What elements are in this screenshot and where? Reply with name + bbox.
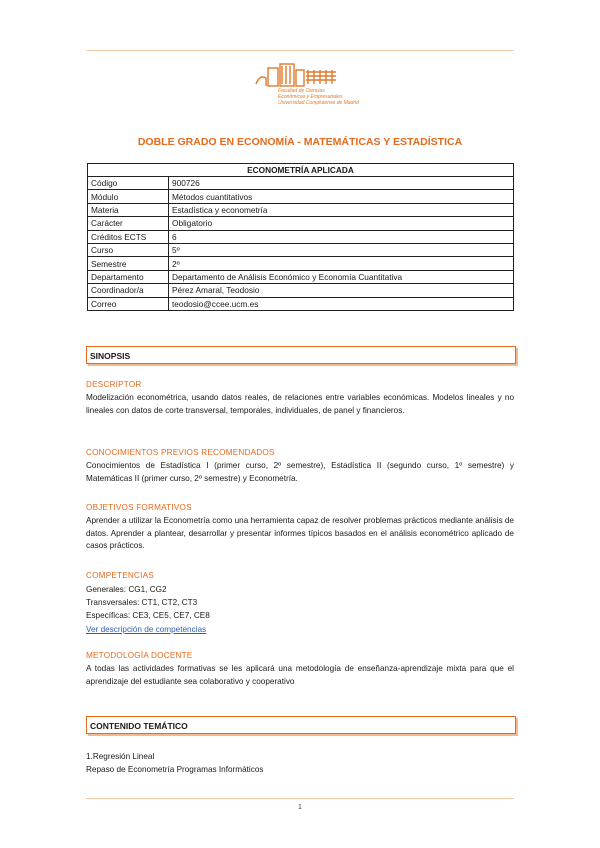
logo-line-1: Facultad de Ciencias [278, 88, 325, 94]
header-rule [86, 50, 514, 51]
row-key: Módulo [88, 190, 169, 203]
page-number: 1 [298, 804, 302, 811]
competencias-transversales: Transversales: CT1, CT2, CT3 [86, 598, 198, 607]
table-row [88, 190, 514, 203]
sinopsis-heading: SINOPSIS [86, 346, 516, 364]
contenido-item-2: Repaso de Econometría Programas Informáticos [86, 765, 264, 774]
row-value: Métodos cuantitativos [169, 190, 514, 203]
row-key: Departamento [88, 270, 169, 283]
row-key: Coordinador/a [88, 284, 169, 297]
competencias-title: COMPETENCIAS [86, 571, 154, 580]
competencias-link[interactable]: Ver descripción de competencias [86, 625, 207, 634]
row-value: 900726 [169, 177, 514, 190]
table-row [88, 270, 514, 283]
contenido-item-1: 1.Regresión Lineal [86, 752, 155, 761]
row-key: Código [88, 177, 169, 190]
row-key: Correo [88, 297, 169, 310]
row-key: Carácter [88, 217, 169, 230]
logo-caption [278, 88, 359, 106]
row-key: Semestre [88, 257, 169, 270]
table-row [88, 230, 514, 243]
course-name-heading: ECONOMETRÍA APLICADA [88, 164, 514, 177]
table-row [88, 177, 514, 190]
table-row [88, 257, 514, 270]
table-row [88, 284, 514, 297]
prior-knowledge-title: CONOCIMIENTOS PREVIOS RECOMENDADOS [86, 448, 275, 457]
table-row [88, 297, 514, 310]
row-value: Departamento de Análisis Económico y Economía Cuantitativa [169, 270, 514, 283]
table-row [88, 217, 514, 230]
objectives-text: Aprender a utilizar la Econometría como una herramienta capaz de resolver problemas prácticos mediante análisis de datos. Aprender a plantear, desarrollar y presentar informes típicos basados en el análisis econométrico aplicado de casos prácticos. [86, 516, 514, 551]
row-value: 6 [169, 230, 514, 243]
row-key: Materia [88, 203, 169, 216]
footer-rule [86, 798, 514, 799]
table-row [88, 203, 514, 216]
competencias-generales: Generales: CG1, CG2 [86, 585, 167, 594]
prior-knowledge-text: Conocimientos de Estadística I (primer curso, 2º semestre), Estadística II (segundo curso, 1º semestre) y Matemáticas II (primer curso, 2º semestre) y Econometría. [86, 461, 514, 483]
row-value: 2º [169, 257, 514, 270]
table-row [88, 243, 514, 256]
page-title: DOBLE GRADO EN ECONOMÍA - MATEMÁTICAS Y ESTADÍSTICA [137, 136, 463, 148]
row-value: Pérez Amaral, Teodosio [169, 284, 514, 297]
logo-line-3: Universidad Complutense de Madrid [278, 100, 359, 106]
row-value: 5º [169, 243, 514, 256]
metodologia-text: A todas las actividades formativas se les aplicará una metodología de enseñanza-aprendizaje mixta para que el aprendizaje del estudiante sea colaborativo y cooperativo [86, 664, 514, 686]
row-value: Estadística y econometría [169, 203, 514, 216]
descriptor-title: DESCRIPTOR [86, 380, 142, 389]
row-value: Obligatorio [169, 217, 514, 230]
row-value: teodosio@ccee.ucm.es [169, 297, 514, 310]
descriptor-text: Modelización econométrica, usando datos reales, de relaciones entre variables económicas. Modelos lineales y no lineales con datos de corte transversal, temporales, individuales, de panel y financieros. [86, 393, 514, 415]
row-key: Curso [88, 243, 169, 256]
objectives-title: OBJETIVOS FORMATIVOS [86, 503, 192, 512]
logo-line-2: Económicas y Empresariales [278, 94, 343, 100]
course-info-table [87, 163, 514, 311]
row-key: Créditos ECTS [88, 230, 169, 243]
metodologia-title: METODOLOGÍA DOCENTE [86, 651, 193, 660]
competencias-especificas: Específicas: CE3, CE5, CE7, CE8 [86, 611, 210, 620]
contenido-heading: CONTENIDO TEMÁTICO [86, 716, 516, 734]
